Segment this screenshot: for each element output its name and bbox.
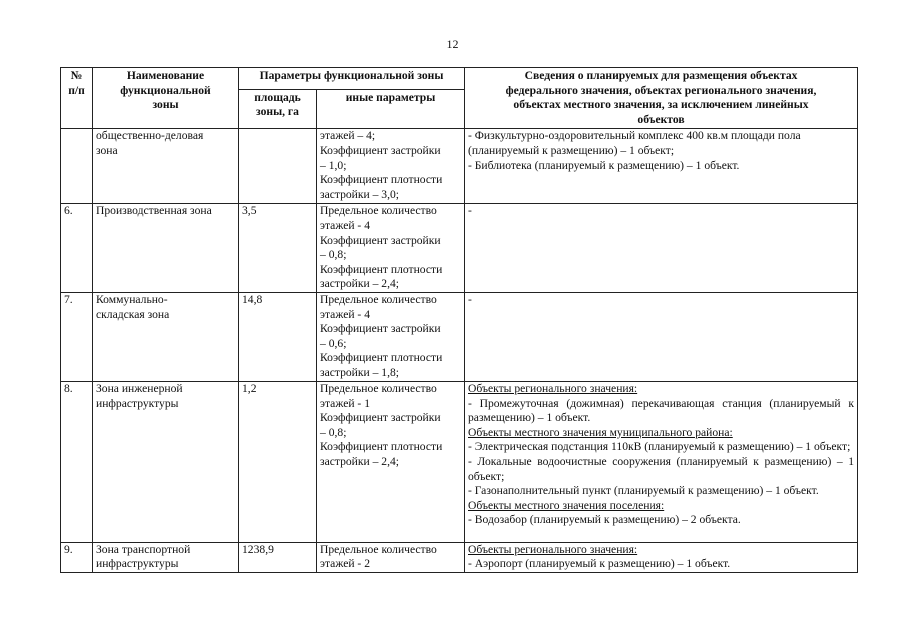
table-row bbox=[61, 292, 858, 381]
header-other: иные параметры bbox=[317, 89, 465, 129]
row-params: Предельное количество этажей - 4 Коэффициент застройки – 0,6; Коэффициент плотности застройки – 1,8; bbox=[317, 292, 465, 381]
info-item: - Водозабор (планируемый к размещению) – 2 объекта. bbox=[468, 513, 741, 527]
info-item: - Электрическая подстанция 110кВ (планируемый к размещению) – 1 объект; bbox=[468, 440, 851, 454]
page-number: 12 bbox=[446, 37, 459, 51]
info-item: - Промежуточная (дожимная) перекачивающая станция (планируемый к размещению) – 1 объект. bbox=[468, 396, 854, 425]
row-area bbox=[239, 129, 317, 204]
row-info bbox=[465, 129, 858, 204]
zones-table bbox=[60, 67, 858, 573]
header-info: Сведения о планируемых для размещения объектах федерального значения, объектах регионального значения, объектах местного значения, за исключением линейных объектов bbox=[465, 68, 858, 129]
settlement-heading: Объекты местного значения поселения: bbox=[468, 498, 665, 512]
row-area: 3,5 bbox=[239, 204, 317, 293]
row-num: 6. bbox=[61, 204, 93, 293]
info-item: - Библиотека (планируемый к размещению) – 1 объект. bbox=[468, 158, 740, 172]
municipal-heading: Объекты местного значения муниципального района: bbox=[468, 425, 733, 439]
row-num: 7. bbox=[61, 292, 93, 381]
row-num: 9. bbox=[61, 542, 93, 572]
row-params: Предельное количество этажей - 2 bbox=[317, 542, 465, 572]
info-item: - Локальные водоочистные сооружения (планируемый к размещению) – 1 объект; bbox=[468, 454, 854, 483]
row-name: Производственная зона bbox=[93, 204, 239, 293]
row-name: Зона инженерной инфраструктуры bbox=[93, 381, 239, 542]
row-info bbox=[465, 542, 858, 572]
header-name: Наименование функциональной зоны bbox=[93, 68, 239, 129]
row-info: - bbox=[465, 292, 858, 381]
row-name: общественно-деловая зона bbox=[93, 129, 239, 204]
table-row bbox=[61, 381, 858, 542]
row-num: 8. bbox=[61, 381, 93, 542]
header-params: Параметры функциональной зоны bbox=[239, 68, 465, 90]
regional-heading: Объекты регионального значения: bbox=[468, 381, 638, 395]
row-name: Коммунально- складская зона bbox=[93, 292, 239, 381]
table-row bbox=[61, 129, 858, 204]
info-item: - Аэропорт (планируемый к размещению) – 1 объект. bbox=[468, 557, 731, 571]
table-row bbox=[61, 204, 858, 293]
header-row bbox=[61, 68, 858, 90]
row-area: 1238,9 bbox=[239, 542, 317, 572]
row-params: этажей – 4; Коэффициент застройки – 1,0; Коэффициент плотности застройки – 3,0; bbox=[317, 129, 465, 204]
row-name: Зона транспортной инфраструктуры bbox=[93, 542, 239, 572]
info-item: - Газонаполнительный пункт (планируемый к размещению) – 1 объект. bbox=[468, 484, 819, 498]
row-params: Предельное количество этажей - 4 Коэффициент застройки – 0,8; Коэффициент плотности застройки – 2,4; bbox=[317, 204, 465, 293]
regional-heading: Объекты регионального значения: bbox=[468, 542, 638, 556]
row-info: - bbox=[465, 204, 858, 293]
row-area: 1,2 bbox=[239, 381, 317, 542]
info-item: - Физкультурно-оздоровительный комплекс 400 кв.м площади пола (планируемый к размещению) – 1 объект; bbox=[468, 129, 801, 157]
row-num bbox=[61, 129, 93, 204]
header-area: площадь зоны, га bbox=[239, 89, 317, 129]
table-row bbox=[61, 542, 858, 572]
row-params: Предельное количество этажей - 1 Коэффициент застройки – 0,8; Коэффициент плотности застройки – 2,4; bbox=[317, 381, 465, 542]
row-info bbox=[465, 381, 858, 542]
header-num: № п/п bbox=[61, 68, 93, 129]
row-area: 14,8 bbox=[239, 292, 317, 381]
